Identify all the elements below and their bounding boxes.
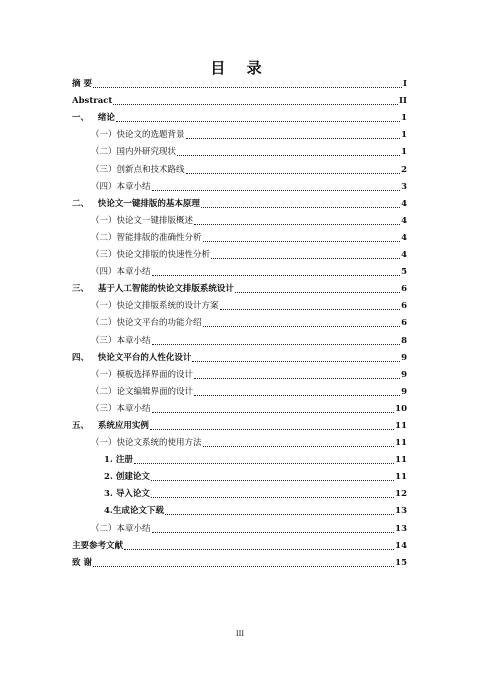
toc-entry-label: 2. 创建论文 <box>104 472 150 483</box>
toc-entry-number: 四、 <box>72 352 98 363</box>
toc-dot-leader <box>152 190 401 191</box>
toc-entry[interactable] <box>72 517 407 534</box>
toc-entry-page: 4 <box>401 250 407 261</box>
toc-entry[interactable] <box>72 432 407 449</box>
toc-entry[interactable] <box>72 141 407 158</box>
toc-dot-leader <box>186 173 401 174</box>
toc-entry[interactable] <box>72 500 407 517</box>
toc-entry[interactable] <box>72 295 407 312</box>
toc-entry-page: 6 <box>401 284 407 295</box>
toc-entry-label: （三）创新点和技术路线 <box>91 164 185 175</box>
toc-entry-label: Abstract <box>72 96 113 107</box>
toc-entry[interactable] <box>72 158 407 175</box>
toc-entry-page: 3 <box>401 181 407 192</box>
toc-dot-leader <box>201 207 400 208</box>
toc-entry-label: （四）本章小结 <box>91 181 151 192</box>
toc-entry-page: 13 <box>395 523 407 534</box>
toc-entry-page: 13 <box>395 506 407 517</box>
toc-dot-leader <box>192 361 400 362</box>
toc-entry-label: 摘 要 <box>72 79 92 90</box>
toc-entry-page: I <box>403 79 407 90</box>
toc-entry-page: 2 <box>401 164 407 175</box>
toc-dot-leader <box>177 155 400 156</box>
toc-dot-leader <box>116 121 400 122</box>
toc-entry-page: 11 <box>395 420 407 431</box>
toc-entry-page: 14 <box>395 540 407 551</box>
toc-entry[interactable] <box>72 364 407 381</box>
toc-entry[interactable] <box>72 176 407 193</box>
toc-entry-label: （三）本章小结 <box>91 335 151 346</box>
toc-dot-leader <box>186 138 401 139</box>
toc-entry-page: 11 <box>395 438 407 449</box>
toc-entry-page: 11 <box>395 472 407 483</box>
toc-entry-page: 4 <box>401 232 407 243</box>
toc-dot-leader <box>152 412 395 413</box>
toc-dot-leader <box>134 463 394 464</box>
toc-entry[interactable] <box>72 261 407 278</box>
toc-dot-leader <box>151 480 394 481</box>
toc-entry[interactable] <box>72 381 407 398</box>
toc-dot-leader <box>203 446 395 447</box>
toc-entry-label: （二）论文编辑界面的设计 <box>91 386 194 397</box>
toc-entry-number: 五、 <box>72 420 98 431</box>
toc-entry[interactable] <box>72 73 407 90</box>
toc-entry[interactable] <box>72 483 407 500</box>
toc-entry-page: 9 <box>401 352 407 363</box>
toc-entry-number: 二、 <box>72 198 98 209</box>
toc-entry[interactable] <box>72 466 407 483</box>
page-number: III <box>235 630 245 638</box>
toc-entry-label: 4.生成论文下载 <box>104 506 164 517</box>
toc-entry-label: （三）本章小结 <box>91 403 151 414</box>
toc-dot-leader <box>124 549 394 550</box>
toc-dot-leader <box>113 104 398 105</box>
toc-entry[interactable] <box>72 552 407 569</box>
toc-entry-number: 一、 <box>72 113 98 124</box>
toc-entry[interactable] <box>72 193 407 210</box>
toc-dot-leader <box>203 241 401 242</box>
toc-entry[interactable] <box>72 278 407 295</box>
toc-dot-leader <box>152 344 401 345</box>
toc-entry-page: 10 <box>395 403 407 414</box>
toc-entry[interactable] <box>72 312 407 329</box>
toc-entry-page: 12 <box>395 489 407 500</box>
toc-entry-label: 绪论 <box>97 113 115 124</box>
toc-entry[interactable] <box>72 227 407 244</box>
toc-dot-leader <box>211 258 400 259</box>
toc-entry-label: （四）本章小结 <box>91 267 151 278</box>
toc-entry-page: 6 <box>401 318 407 329</box>
toc-dot-leader <box>220 309 401 310</box>
toc-entry-label: （二）国内外研究现状 <box>91 147 177 158</box>
toc-entry-label: 主要参考文献 <box>72 540 124 551</box>
table-of-contents <box>72 73 407 569</box>
toc-entry-label: 系统应用实例 <box>97 420 149 431</box>
toc-entry-label: 致 谢 <box>72 557 92 568</box>
toc-entry-label: 快论文一键排版的基本原理 <box>97 198 200 209</box>
toc-entry-label: （三）快论文排版的快速性分析 <box>91 250 211 261</box>
toc-entry-page: 4 <box>401 215 407 226</box>
toc-entry-label: （二）智能排版的准确性分析 <box>91 232 202 243</box>
toc-entry-page: 8 <box>401 335 407 346</box>
toc-entry[interactable] <box>72 210 407 227</box>
toc-entry-page: 1 <box>401 130 407 141</box>
toc-entry-label: 快论文平台的人性化设计 <box>97 352 192 363</box>
toc-dot-leader <box>194 395 400 396</box>
toc-entry[interactable] <box>72 329 407 346</box>
toc-entry-page: 5 <box>401 267 407 278</box>
toc-entry-label: （一）快论文系统的使用方法 <box>91 438 202 449</box>
toc-entry-page: 4 <box>401 198 407 209</box>
toc-dot-leader <box>152 275 401 276</box>
toc-dot-leader <box>194 224 400 225</box>
toc-entry[interactable] <box>72 124 407 141</box>
toc-entry-page: 1 <box>401 147 407 158</box>
toc-entry-page: 11 <box>395 455 407 466</box>
toc-entry[interactable] <box>72 398 407 415</box>
toc-entry-page: 15 <box>395 557 407 568</box>
toc-dot-leader <box>93 87 402 88</box>
toc-entry-label: （一）快论文的选题背景 <box>91 130 185 141</box>
toc-entry[interactable] <box>72 107 407 124</box>
toc-entry-label: （二）本章小结 <box>91 523 151 534</box>
toc-entry-label: （二）快论文平台的功能介绍 <box>91 318 202 329</box>
toc-entry-label: 3. 导入论文 <box>104 489 150 500</box>
toc-dot-leader <box>152 532 395 533</box>
toc-dot-leader <box>194 378 400 379</box>
toc-entry-label: 基于人工智能的快论文排版系统设计 <box>97 284 234 295</box>
toc-entry-label: 1. 注册 <box>104 455 133 466</box>
page-title: 目 录 <box>210 59 270 77</box>
toc-dot-leader <box>235 292 400 293</box>
toc-dot-leader <box>165 514 394 515</box>
toc-entry[interactable] <box>72 535 407 552</box>
toc-dot-leader <box>150 429 394 430</box>
toc-entry-label: （一）快论文一键排版概述 <box>91 215 194 226</box>
toc-entry[interactable] <box>72 415 407 432</box>
toc-dot-leader <box>93 566 394 567</box>
toc-entry-label: （一）快论文排版系统的设计方案 <box>91 301 219 312</box>
toc-entry[interactable] <box>72 244 407 261</box>
toc-entry-page: 6 <box>401 301 407 312</box>
toc-entry-page: 9 <box>401 369 407 380</box>
toc-entry[interactable] <box>72 347 407 364</box>
toc-entry-page: 1 <box>401 113 407 124</box>
toc-entry-page: 9 <box>401 386 407 397</box>
toc-entry-label: （一）模板选择界面的设计 <box>91 369 194 380</box>
toc-entry-number: 三、 <box>72 284 98 295</box>
toc-dot-leader <box>203 326 401 327</box>
toc-entry[interactable] <box>72 90 407 107</box>
toc-entry-page: II <box>399 96 407 107</box>
toc-entry[interactable] <box>72 449 407 466</box>
toc-dot-leader <box>151 497 394 498</box>
